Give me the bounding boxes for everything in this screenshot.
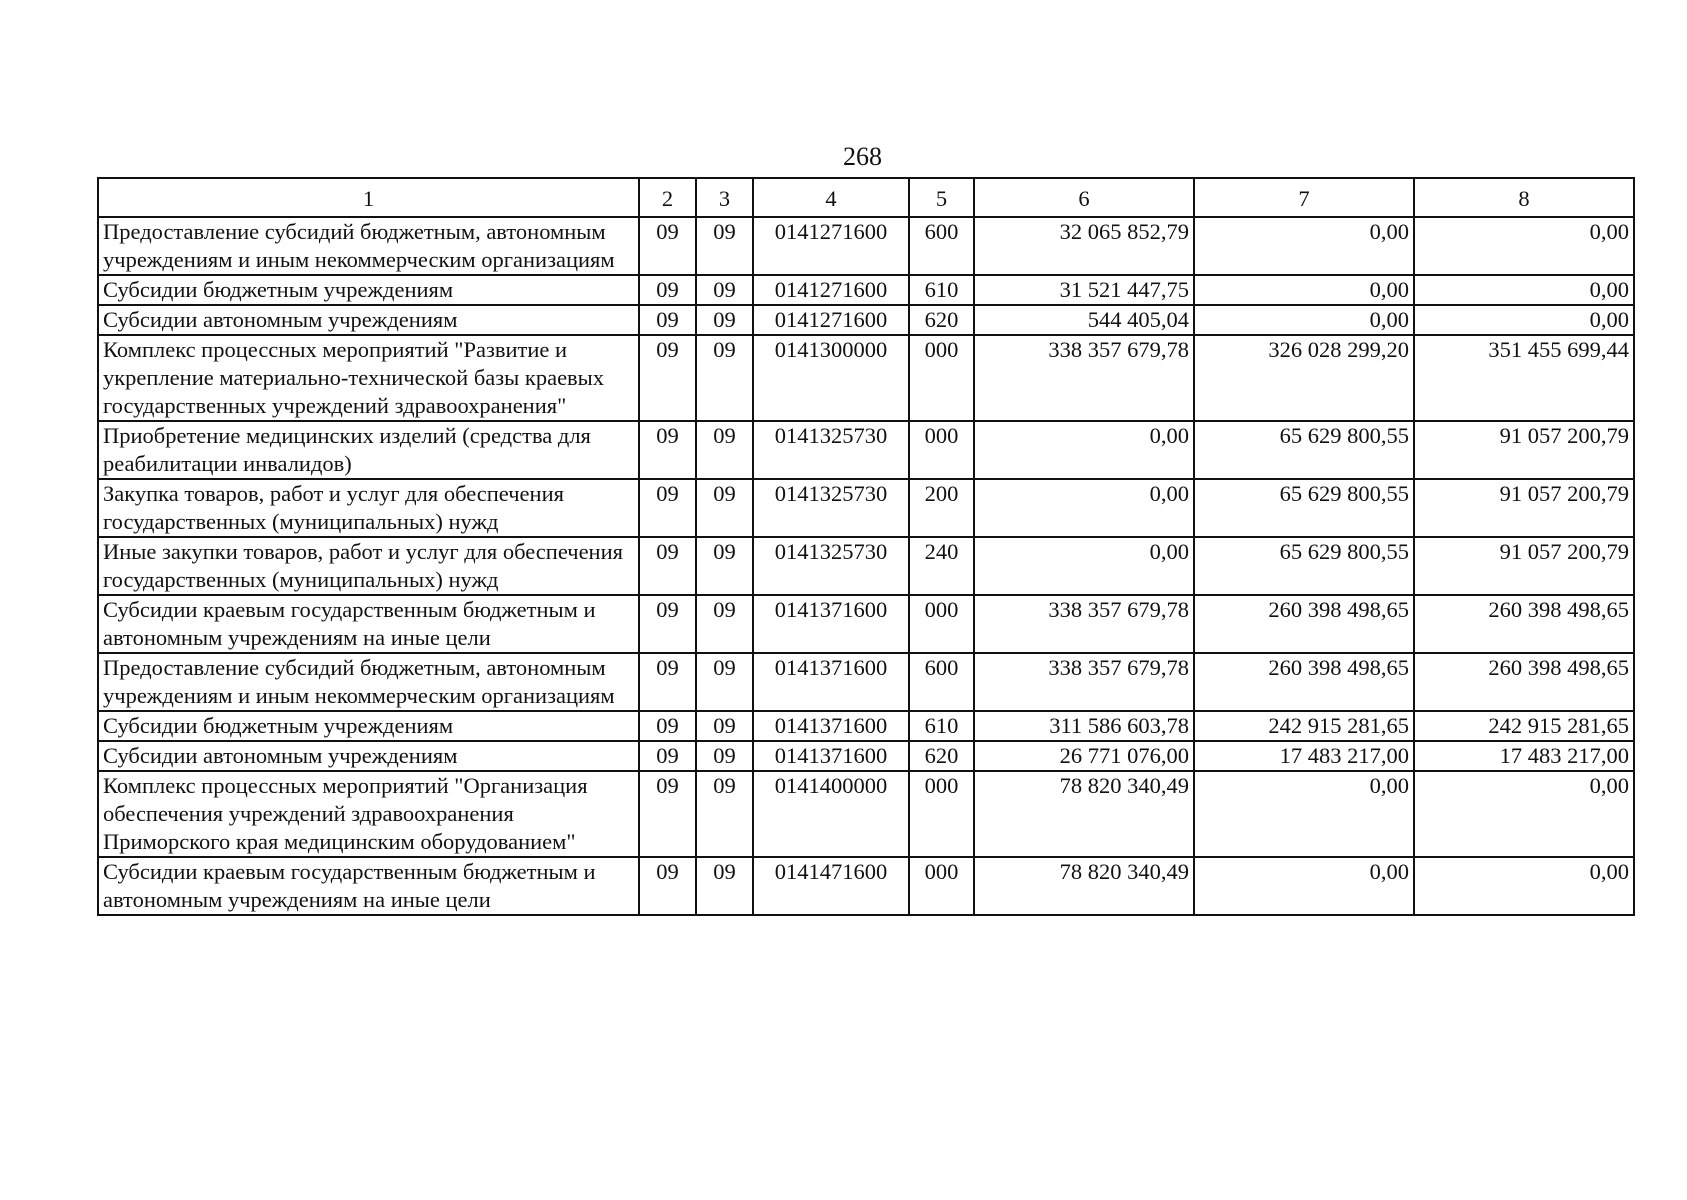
row-name-cell: Предоставление субсидий бюджетным, автономным учреждениям и иным некоммерческим организациям [98, 653, 639, 711]
target-article-code-cell: 0141325730 [753, 537, 909, 595]
expense-type-code-cell: 000 [909, 335, 974, 421]
amount-col8-cell: 260 398 498,65 [1414, 595, 1634, 653]
amount-col8-cell: 351 455 699,44 [1414, 335, 1634, 421]
amount-col8-cell: 0,00 [1414, 217, 1634, 275]
page-number: 268 [843, 142, 882, 171]
row-name-cell: Закупка товаров, работ и услуг для обеспечения государственных (муниципальных) нужд [98, 479, 639, 537]
target-article-code-cell: 0141371600 [753, 741, 909, 771]
amount-col8-cell: 17 483 217,00 [1414, 741, 1634, 771]
table-row [98, 595, 1634, 653]
amount-col6-cell: 31 521 447,75 [974, 275, 1194, 305]
amount-col7-cell: 326 028 299,20 [1194, 335, 1414, 421]
amount-col8-cell: 0,00 [1414, 857, 1634, 915]
section-code-cell: 09 [639, 217, 696, 275]
expense-type-code-cell: 000 [909, 771, 974, 857]
section-code-cell: 09 [639, 335, 696, 421]
expense-type-code-cell: 200 [909, 479, 974, 537]
column-header: 1 [98, 178, 639, 217]
amount-col8-cell: 91 057 200,79 [1414, 421, 1634, 479]
section-code-cell: 09 [639, 771, 696, 857]
subsection-code-cell: 09 [696, 217, 753, 275]
amount-col8-cell: 0,00 [1414, 275, 1634, 305]
section-code-cell: 09 [639, 275, 696, 305]
amount-col7-cell: 0,00 [1194, 217, 1414, 275]
amount-col6-cell: 338 357 679,78 [974, 335, 1194, 421]
expense-type-code-cell: 000 [909, 595, 974, 653]
expense-type-code-cell: 620 [909, 741, 974, 771]
amount-col6-cell: 0,00 [974, 537, 1194, 595]
subsection-code-cell: 09 [696, 275, 753, 305]
table-body [98, 217, 1634, 915]
amount-col7-cell: 0,00 [1194, 857, 1414, 915]
amount-col7-cell: 260 398 498,65 [1194, 653, 1414, 711]
table-row [98, 305, 1634, 335]
column-header: 3 [696, 178, 753, 217]
amount-col8-cell: 0,00 [1414, 305, 1634, 335]
expense-type-code-cell: 600 [909, 217, 974, 275]
section-code-cell: 09 [639, 595, 696, 653]
section-code-cell: 09 [639, 857, 696, 915]
target-article-code-cell: 0141271600 [753, 217, 909, 275]
target-article-code-cell: 0141300000 [753, 335, 909, 421]
amount-col7-cell: 65 629 800,55 [1194, 421, 1414, 479]
table-row [98, 335, 1634, 421]
table-row [98, 741, 1634, 771]
target-article-code-cell: 0141325730 [753, 421, 909, 479]
subsection-code-cell: 09 [696, 857, 753, 915]
amount-col8-cell: 91 057 200,79 [1414, 537, 1634, 595]
target-article-code-cell: 0141325730 [753, 479, 909, 537]
subsection-code-cell: 09 [696, 537, 753, 595]
expense-type-code-cell: 620 [909, 305, 974, 335]
section-code-cell: 09 [639, 711, 696, 741]
section-code-cell: 09 [639, 653, 696, 711]
column-header: 8 [1414, 178, 1634, 217]
amount-col8-cell: 0,00 [1414, 771, 1634, 857]
amount-col6-cell: 338 357 679,78 [974, 595, 1194, 653]
amount-col7-cell: 242 915 281,65 [1194, 711, 1414, 741]
subsection-code-cell: 09 [696, 305, 753, 335]
row-name-cell: Приобретение медицинских изделий (средства для реабилитации инвалидов) [98, 421, 639, 479]
amount-col6-cell: 0,00 [974, 421, 1194, 479]
section-code-cell: 09 [639, 479, 696, 537]
amount-col7-cell: 260 398 498,65 [1194, 595, 1414, 653]
amount-col6-cell: 544 405,04 [974, 305, 1194, 335]
expense-type-code-cell: 000 [909, 857, 974, 915]
amount-col6-cell: 311 586 603,78 [974, 711, 1194, 741]
amount-col6-cell: 78 820 340,49 [974, 857, 1194, 915]
table-row [98, 421, 1634, 479]
column-header: 6 [974, 178, 1194, 217]
row-name-cell: Комплекс процессных мероприятий "Развитие и укрепление материально-технической базы краевых государственных учреждений здравоохранения" [98, 335, 639, 421]
table-row [98, 857, 1634, 915]
subsection-code-cell: 09 [696, 653, 753, 711]
expense-type-code-cell: 600 [909, 653, 974, 711]
row-name-cell: Предоставление субсидий бюджетным, автономным учреждениям и иным некоммерческим организациям [98, 217, 639, 275]
subsection-code-cell: 09 [696, 771, 753, 857]
row-name-cell: Субсидии бюджетным учреждениям [98, 711, 639, 741]
amount-col6-cell: 0,00 [974, 479, 1194, 537]
expense-type-code-cell: 000 [909, 421, 974, 479]
amount-col7-cell: 0,00 [1194, 305, 1414, 335]
amount-col7-cell: 17 483 217,00 [1194, 741, 1414, 771]
amount-col8-cell: 91 057 200,79 [1414, 479, 1634, 537]
target-article-code-cell: 0141371600 [753, 653, 909, 711]
amount-col8-cell: 242 915 281,65 [1414, 711, 1634, 741]
expense-type-code-cell: 610 [909, 711, 974, 741]
target-article-code-cell: 0141271600 [753, 305, 909, 335]
row-name-cell: Субсидии краевым государственным бюджетным и автономным учреждениям на иные цели [98, 857, 639, 915]
amount-col7-cell: 65 629 800,55 [1194, 479, 1414, 537]
row-name-cell: Субсидии бюджетным учреждениям [98, 275, 639, 305]
column-header: 5 [909, 178, 974, 217]
row-name-cell: Комплекс процессных мероприятий "Организация обеспечения учреждений здравоохранения Приморского края медицинским оборудованием" [98, 771, 639, 857]
subsection-code-cell: 09 [696, 595, 753, 653]
subsection-code-cell: 09 [696, 335, 753, 421]
column-number-header-row [98, 178, 1634, 217]
amount-col8-cell: 260 398 498,65 [1414, 653, 1634, 711]
table-row [98, 275, 1634, 305]
subsection-code-cell: 09 [696, 711, 753, 741]
subsection-code-cell: 09 [696, 741, 753, 771]
target-article-code-cell: 0141371600 [753, 595, 909, 653]
amount-col6-cell: 26 771 076,00 [974, 741, 1194, 771]
budget-table [97, 177, 1635, 916]
subsection-code-cell: 09 [696, 479, 753, 537]
column-header: 7 [1194, 178, 1414, 217]
amount-col6-cell: 338 357 679,78 [974, 653, 1194, 711]
section-code-cell: 09 [639, 421, 696, 479]
section-code-cell: 09 [639, 537, 696, 595]
table-row [98, 771, 1634, 857]
amount-col7-cell: 0,00 [1194, 275, 1414, 305]
column-header: 4 [753, 178, 909, 217]
table-row [98, 711, 1634, 741]
amount-col6-cell: 78 820 340,49 [974, 771, 1194, 857]
amount-col7-cell: 0,00 [1194, 771, 1414, 857]
row-name-cell: Субсидии автономным учреждениям [98, 305, 639, 335]
table-row [98, 479, 1634, 537]
column-header: 2 [639, 178, 696, 217]
expense-type-code-cell: 610 [909, 275, 974, 305]
subsection-code-cell: 09 [696, 421, 753, 479]
amount-col7-cell: 65 629 800,55 [1194, 537, 1414, 595]
section-code-cell: 09 [639, 741, 696, 771]
amount-col6-cell: 32 065 852,79 [974, 217, 1194, 275]
target-article-code-cell: 0141471600 [753, 857, 909, 915]
table-row [98, 537, 1634, 595]
target-article-code-cell: 0141400000 [753, 771, 909, 857]
target-article-code-cell: 0141371600 [753, 711, 909, 741]
table-row [98, 217, 1634, 275]
section-code-cell: 09 [639, 305, 696, 335]
row-name-cell: Субсидии краевым государственным бюджетным и автономным учреждениям на иные цели [98, 595, 639, 653]
row-name-cell: Иные закупки товаров, работ и услуг для обеспечения государственных (муниципальных) нужд [98, 537, 639, 595]
expense-type-code-cell: 240 [909, 537, 974, 595]
table-row [98, 653, 1634, 711]
target-article-code-cell: 0141271600 [753, 275, 909, 305]
row-name-cell: Субсидии автономным учреждениям [98, 741, 639, 771]
